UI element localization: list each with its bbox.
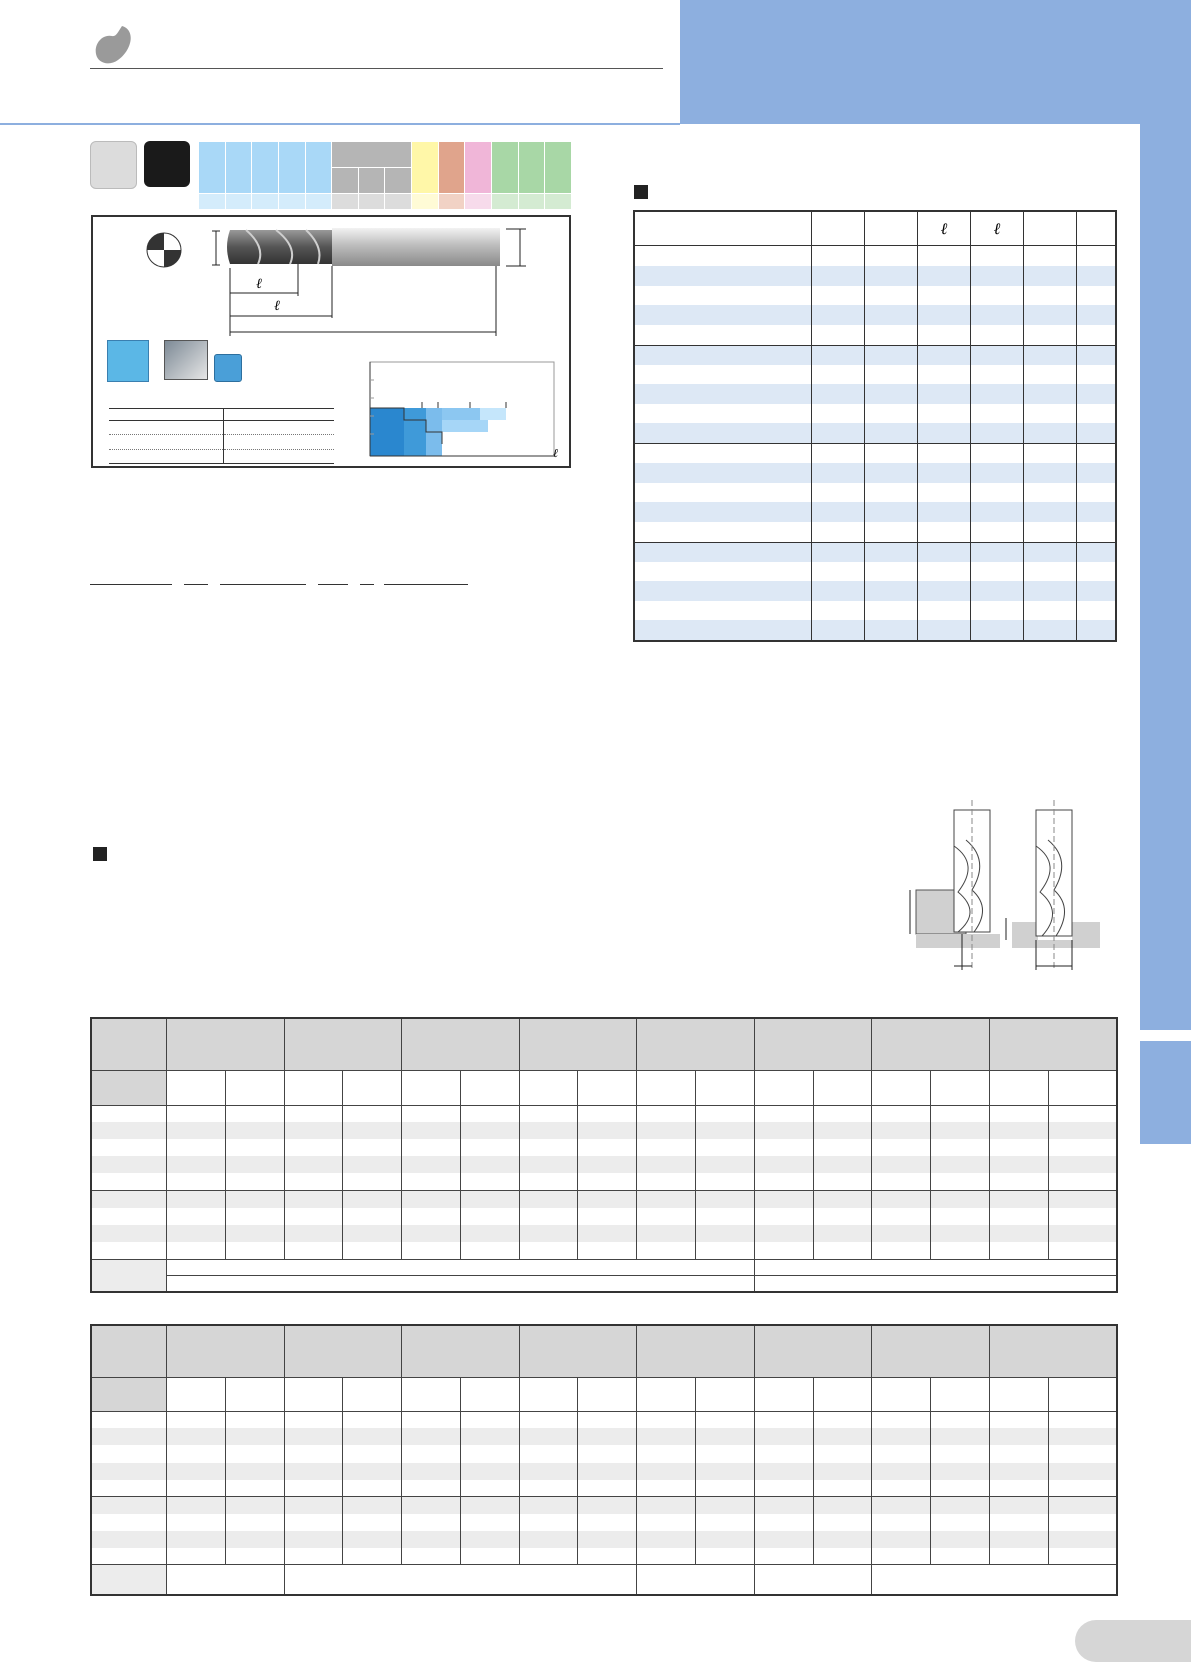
chart-axis-label: ℓ xyxy=(553,446,558,460)
underline-5 xyxy=(360,584,374,585)
page-number-tab xyxy=(1075,1620,1191,1662)
header-blue-panel xyxy=(680,0,1191,124)
material-suitability-grid xyxy=(198,141,572,210)
side-blue-band xyxy=(1140,124,1191,1030)
dimension-header-neck-length: ℓ xyxy=(971,211,1024,246)
underline-1 xyxy=(90,584,172,585)
coating-badge-black xyxy=(144,141,190,187)
square-bullet-icon xyxy=(634,185,648,199)
tool-end-view-icon xyxy=(144,230,184,270)
header-rule xyxy=(90,68,663,69)
neck-length-label: ℓ xyxy=(274,298,280,314)
cutting-depth-chart xyxy=(366,360,566,460)
underline-2 xyxy=(184,584,208,585)
header-divider xyxy=(0,123,680,125)
underline-4 xyxy=(318,584,348,585)
dimension-table xyxy=(633,210,1117,642)
edge-closeup-icon xyxy=(164,340,208,380)
coating-badge-grey xyxy=(90,141,137,189)
underline-6 xyxy=(384,584,468,585)
machining-diagram xyxy=(902,800,1102,980)
square-bullet-icon xyxy=(93,847,107,861)
side-blue-tab xyxy=(1140,1041,1191,1144)
flute-length-label: ℓ xyxy=(256,276,262,292)
corner-shape-icon xyxy=(214,354,242,382)
tool-spec-table xyxy=(109,408,334,464)
swirl-logo-icon xyxy=(92,24,136,66)
cutting-condition-table-2 xyxy=(90,1324,1118,1596)
dimension-header-flute-length: ℓ xyxy=(918,211,971,246)
helix-feature-icon xyxy=(107,340,149,382)
underline-3 xyxy=(220,584,306,585)
cutting-condition-table-1 xyxy=(90,1017,1118,1293)
